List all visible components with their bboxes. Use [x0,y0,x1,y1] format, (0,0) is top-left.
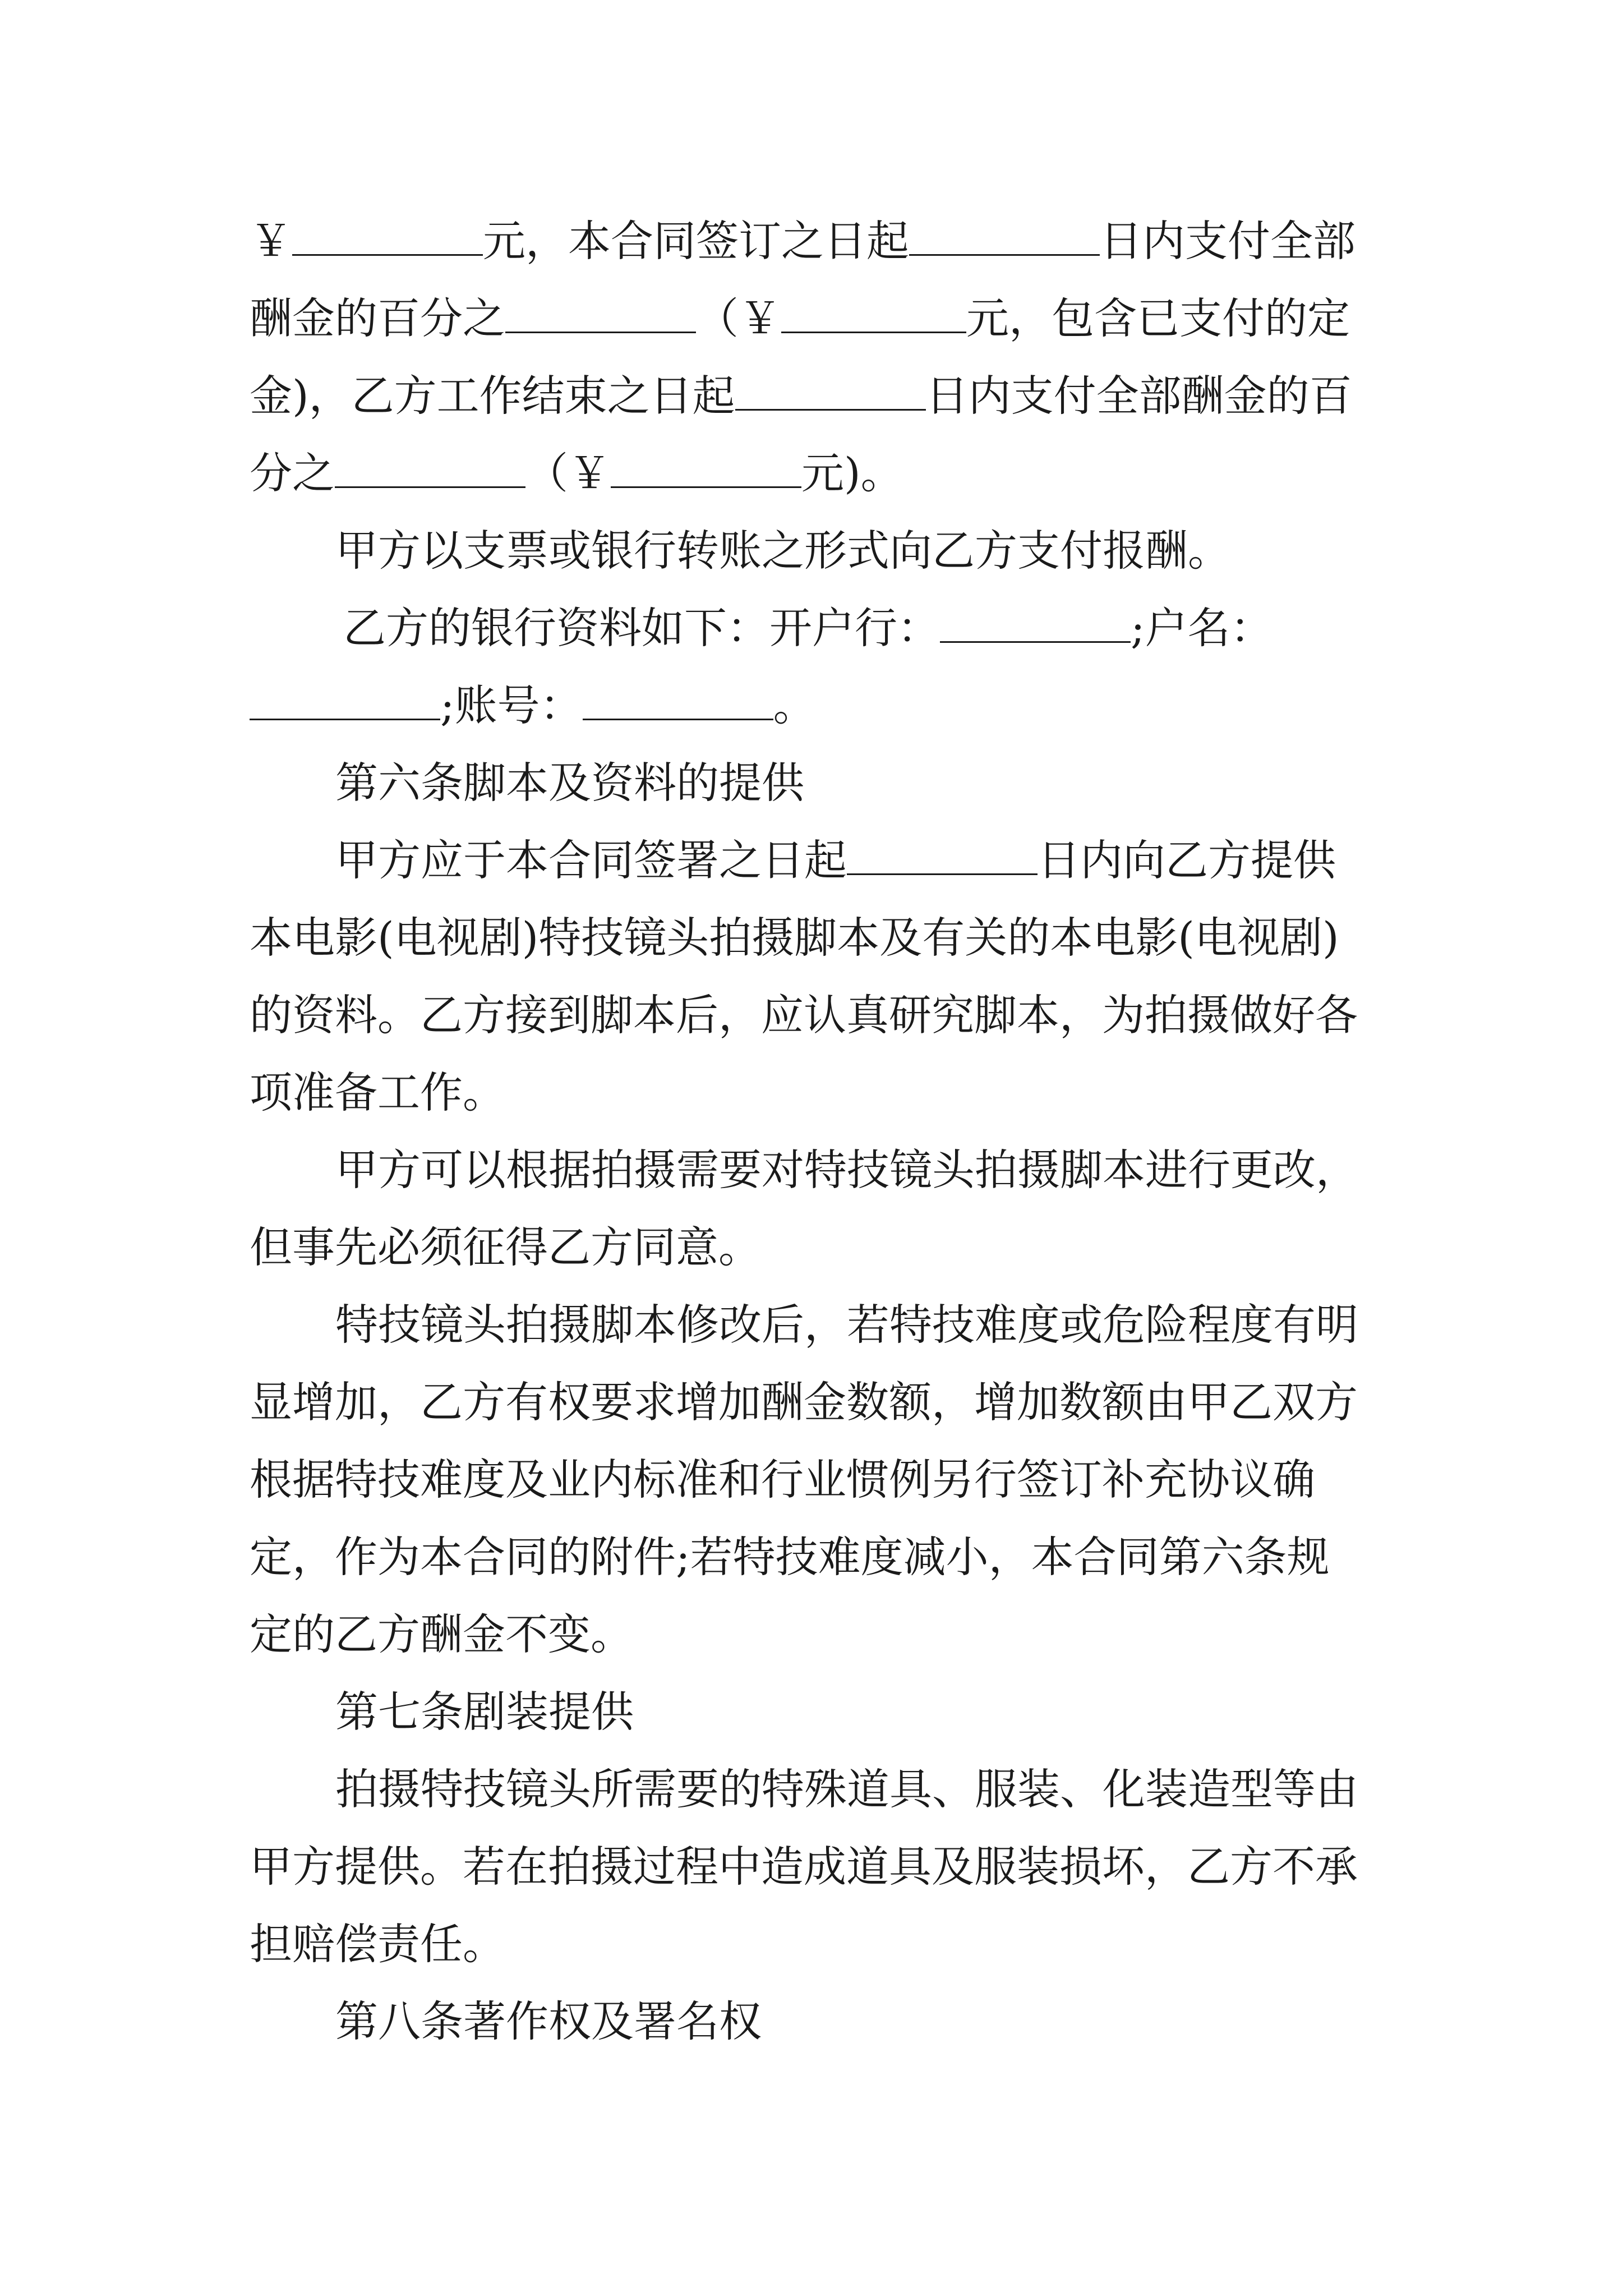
text-line [250,291,1394,347]
text-line: 显增加，乙方有权要求增加酬金数额，增加数额由甲乙双方 [250,1377,1358,1427]
text-line [335,832,1479,889]
text-span: 乙方的银行资料如下：开户行： [343,603,940,653]
text-span: 元，本合同签订之日起 [483,216,909,266]
fill-in-blank[interactable] [583,682,773,720]
text-span: 金)，乙方工作结束之日起 [250,371,735,421]
section-heading: 第八条著作权及署名权 [335,1996,762,2046]
fill-in-blank[interactable] [335,449,525,488]
text-line: 定的乙方酬金不变。 [250,1609,633,1659]
text-span: （￥ [525,448,611,498]
fill-in-blank[interactable] [611,449,801,488]
text-span: 日内支付全部 [1100,216,1355,266]
text-line: 甲方提供。若在拍摄过程中造成道具及服装损坏，乙方不承 [250,1842,1358,1892]
text-span: 元，包含已支付的定 [966,293,1350,343]
fill-in-blank[interactable] [735,372,926,411]
fill-in-blank[interactable] [940,604,1131,643]
text-line [250,678,1394,734]
text-span: 日内支付全部酬金的百 [925,371,1352,421]
text-span: （￥ [696,293,781,343]
text-span: 分之 [250,448,335,498]
text-span: 。 [773,680,816,730]
text-line [250,213,1394,269]
text-line: 甲方可以根据拍摄需要对特技镜头拍摄脚本进行更改， [335,1145,1358,1195]
fill-in-blank[interactable] [909,217,1100,256]
text-line: 但事先必须征得乙方同意。 [250,1222,761,1272]
text-line [250,368,1394,424]
section-heading: 第七条剧装提供 [335,1687,634,1737]
text-span: 元)。 [801,448,903,498]
text-line: 担赔偿责任。 [250,1919,505,1969]
text-line: 定，作为本合同的附件;若特技难度减小，本合同第六条规 [250,1532,1330,1582]
fill-in-blank[interactable] [250,682,440,720]
text-span: ;户名： [1131,603,1273,653]
fill-in-blank[interactable] [847,836,1038,875]
fill-in-blank[interactable] [781,295,966,333]
text-line [343,600,1487,656]
text-line: 本电影(电视剧)特技镜头拍摄脚本及有关的本电影(电视剧) [250,913,1339,963]
text-line: 项准备工作。 [250,1068,505,1117]
text-span: 甲方应于本合同签署之日起 [335,835,847,885]
section-heading: 第六条脚本及资料的提供 [335,758,804,808]
text-line: 根据特技难度及业内标准和行业惯例另行签订补充协议确 [250,1455,1315,1504]
text-line: 的资料。乙方接到脚本后，应认真研究脚本，为拍摄做好各 [250,990,1358,1040]
text-span: 日内向乙方提供 [1038,835,1336,885]
text-line: 拍摄特技镜头所需要的特殊道具、服装、化装造型等由 [335,1764,1358,1814]
fill-in-blank[interactable] [505,295,696,333]
fill-in-blank[interactable] [292,217,483,256]
text-span: ￥ [250,216,292,266]
text-span: ;账号： [440,680,583,730]
text-line: 甲方以支票或银行转账之形式向乙方支付报酬。 [335,526,1230,576]
text-line [250,445,1394,501]
text-line: 特技镜头拍摄脚本修改后，若特技难度或危险程度有明 [335,1300,1358,1350]
text-span: 酬金的百分之 [250,293,505,343]
